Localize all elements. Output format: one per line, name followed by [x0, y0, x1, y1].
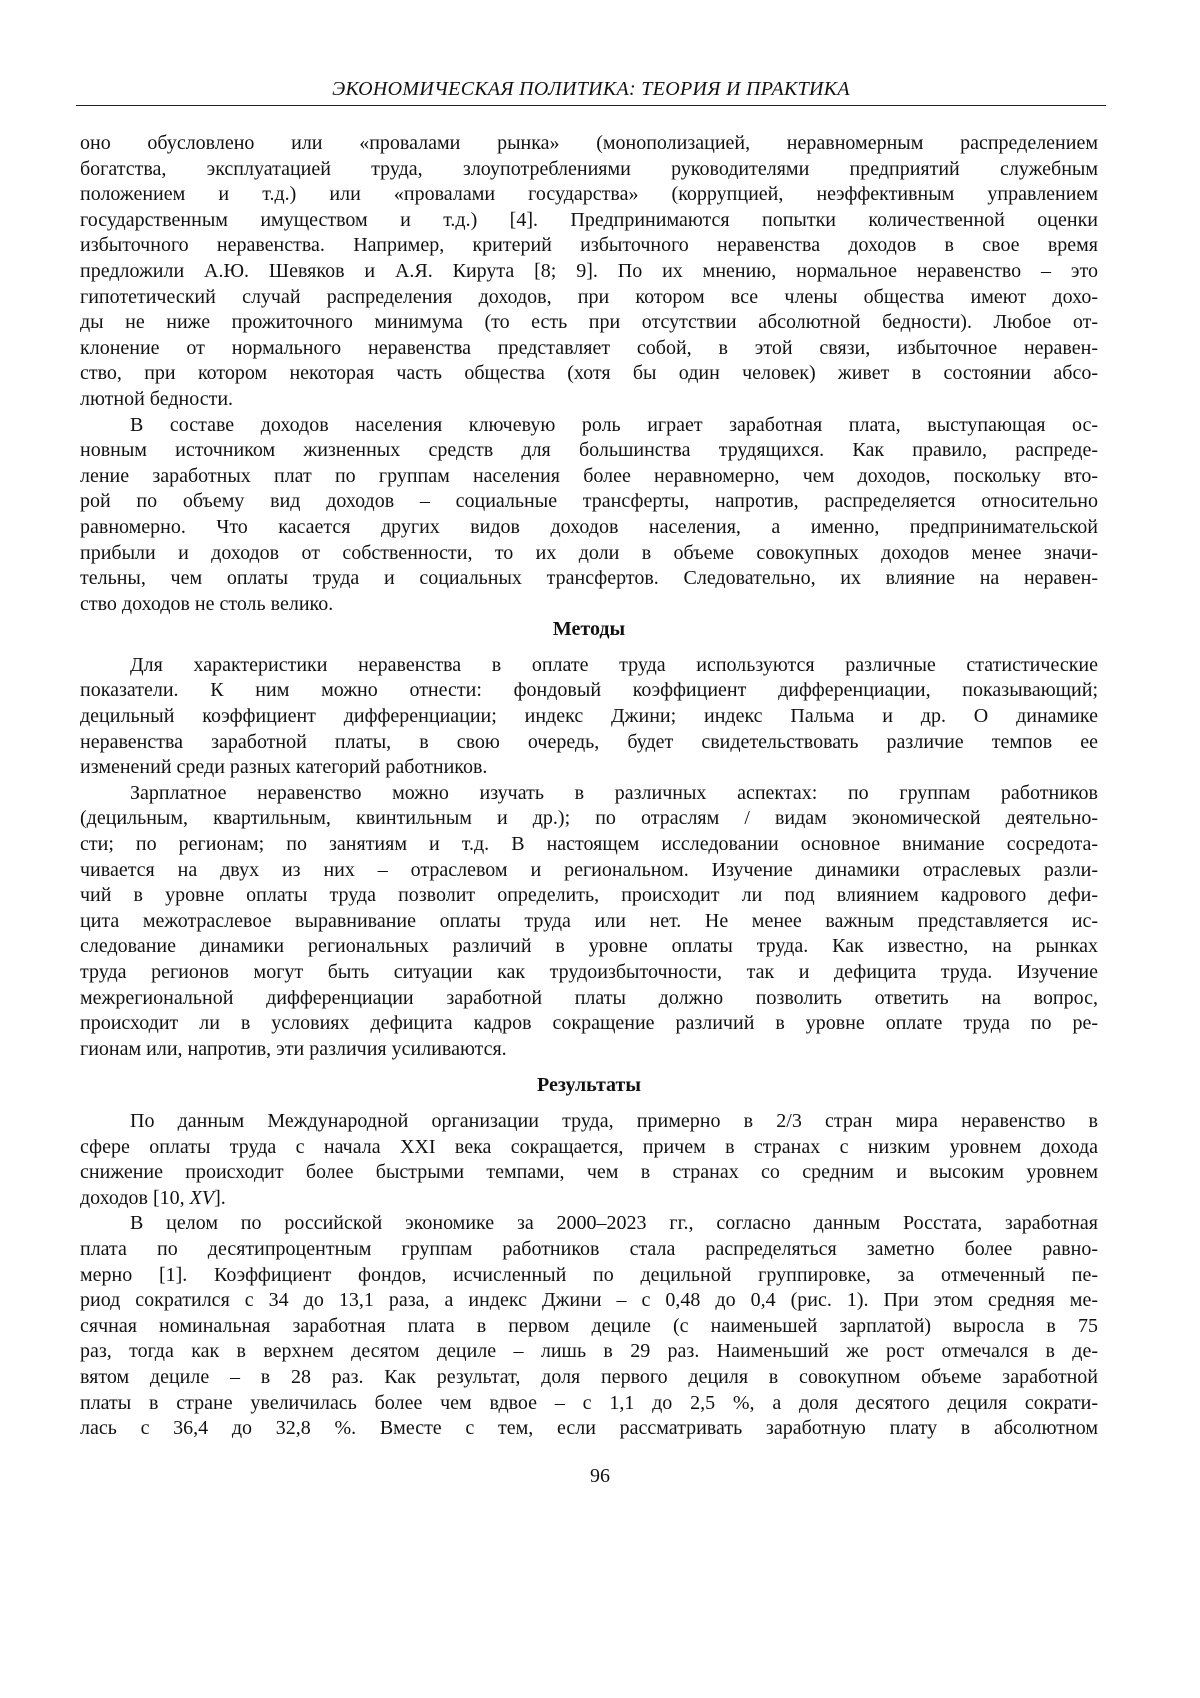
text-line: ление заработных плат по группам населения более неравномерно, чем доходов, поскольку вто- [80, 464, 1098, 487]
text-line: изменений среди разных категорий работников. [80, 756, 488, 779]
paragraph [80, 781, 1098, 1063]
text-line: риод сократился с 34 до 13,1 раза, а индекс Джини – с 0,48 до 0,4 (рис. 1). При этом средняя ме- [80, 1289, 1098, 1312]
text-line: платы в стране увеличилась более чем вдвое – с 1,1 до 2,5 %, а доля десятого дециля сократи- [80, 1391, 1098, 1414]
text-line: цита межотраслевое выравнивание оплаты труда или нет. Не менее важным представляется ис- [80, 909, 1098, 932]
text-line: лась с 36,4 до 32,8 %. Вместе с тем, если рассматривать заработную плату в абсолютном [80, 1417, 1098, 1440]
section-heading: Результаты [537, 1074, 641, 1097]
text-line: сти; по регионам; по занятиям и т.д. В настоящем исследовании основное внимание сосредота- [80, 833, 1098, 856]
text-line: прибыли и доходов от собственности, то их доли в объеме совокупных доходов менее значи- [80, 541, 1098, 564]
text-line: лютной бедности. [80, 387, 234, 410]
text-line: рой по объему вид доходов – социальные трансферты, напротив, распределяется относительно [80, 490, 1098, 513]
text-line: клонение от нормального неравенства представляет собой, в этой связи, избыточное неравен- [80, 336, 1098, 359]
text-line: ство, при котором некоторая часть общества (хотя бы один человек) живет в состоянии абсо- [80, 362, 1098, 385]
text-line: межрегиональной дифференциации заработной платы должно позволить ответить на вопрос, [80, 986, 1098, 1009]
text-line: децильный коэффициент дифференциации; индекс Джини; индекс Пальма и др. О динамике [80, 705, 1098, 728]
text-line: снижение происходит более быстрыми темпами, чем в странах со средним и высоким уровнем [80, 1161, 1098, 1184]
text-line: вятом дециле – в 28 раз. Как результат, доля первого дециля в совокупном объеме заработной [80, 1365, 1098, 1388]
text-line: сячная номинальная заработная плата в первом дециле (с наименьшей зарплатой) выросла в 75 [80, 1314, 1098, 1337]
text-line: тельны, чем оплаты труда и социальных трансфертов. Следовательно, их влияние на неравен- [80, 567, 1098, 590]
text-line: (децильным, квартильным, квинтильным и др.); по отраслям / видам экономической деятельно- [80, 807, 1098, 830]
text-line: гипотетический случай распределения доходов, при котором все члены общества имеют дохо- [80, 285, 1098, 308]
italic-text: XV [189, 1186, 215, 1209]
text-line: раз, тогда как в верхнем десятом дециле – лишь в 29 раз. Наименьший же рост отмечался в де- [80, 1340, 1098, 1363]
paragraph [80, 1211, 1098, 1441]
text-line: В целом по российской экономике за 2000–2023 гг., согласно данным Росстата, заработная [130, 1212, 1098, 1235]
text-line: плата по десятипроцентным группам работников стала распределяться заметно более равно- [80, 1237, 1098, 1260]
text-line: показатели. К ним можно отнести: фондовый коэффициент дифференциации, показывающий; [80, 679, 1098, 702]
text-line: богатства, эксплуатацией труда, злоупотреблениями руководителями предприятий служебным [80, 157, 1098, 180]
text-line: Для характеристики неравенства в оплате труда используются различные статистические [130, 653, 1098, 676]
text-line: Зарплатное неравенство можно изучать в различных аспектах: по группам работников [130, 781, 1098, 804]
text-fragment: ]. [214, 1186, 226, 1209]
header-rule [76, 105, 1106, 106]
paragraph [80, 131, 1098, 413]
text-line: оно обусловлено или «провалами рынка» (монополизацией, неравномерным распределением [80, 132, 1098, 154]
text-line: мерно [1]. Коэффициент фондов, исчисленный по децильной группировке, за отмеченный пе- [80, 1263, 1098, 1286]
paragraph [80, 653, 1098, 781]
text-line: происходит ли в условиях дефицита кадров сокращение различий в уровне оплате труда по ре- [80, 1012, 1098, 1035]
text-line: сферe оплаты труда с начала XXI века сокращается, причем в странах с низким уровнем дохода [80, 1135, 1098, 1158]
paragraph [80, 1109, 1098, 1211]
article-body [80, 131, 1098, 1442]
section-heading: Методы [552, 618, 626, 641]
text-line: гионам или, напротив, эти различия усиливаются. [80, 1037, 507, 1060]
text-line: неравенства заработной платы, в свою очередь, будет свидетельствовать различие темпов ее [80, 730, 1098, 753]
text-line: новным источником жизненных средств для большинства трудящихся. Как правило, распреде- [80, 439, 1098, 462]
text-line: ство доходов не столь велико. [80, 592, 334, 615]
text-line: положением и т.д.) или «провалами государства» (коррупцией, неэффективным управлением [80, 183, 1098, 206]
text-line: государственным имуществом и т.д.) [4]. Предпринимаются попытки количественной оценки [80, 208, 1098, 231]
text-line: чий в уровне оплаты труда позволит определить, происходит ли под влиянием кадрового дефи- [80, 884, 1098, 907]
text-line: В составе доходов населения ключевую роль играет заработная плата, выступающая ос- [130, 413, 1098, 436]
page-number: 96 [590, 1465, 610, 1487]
text-line: труда регионов могут быть ситуации как трудоизбыточности, так и дефицита труда. Изучение [80, 961, 1098, 983]
text-line: чивается на двух из них – отраслевом и региональном. Изучение динамики отраслевых разли- [80, 858, 1098, 881]
text-line: равномерно. Что касается других видов доходов населения, а именно, предпринимательской [80, 515, 1098, 538]
text-line: следование динамики региональных различий в уровне оплаты труда. Как известно, на рынках [80, 935, 1098, 958]
paragraph [80, 413, 1098, 618]
text-line: предложили А.Ю. Шевяков и А.Я. Кирута [8; 9]. По их мнению, нормальное неравенство – это [80, 259, 1098, 282]
text-line: По данным Международной организации труда, примерно в 2/3 стран мира неравенство в [130, 1109, 1098, 1132]
running-header: ЭКОНОМИЧЕСКАЯ ПОЛИТИКА: ТЕОРИЯ И ПРАКТИКА [332, 78, 850, 100]
text-line [80, 1186, 1098, 1212]
text-fragment: доходов [10, [80, 1186, 190, 1209]
text-line: ды не ниже прожиточного минимума (то есть при отсутствии абсолютной бедности). Любое от- [80, 311, 1098, 334]
text-line: избыточного неравенства. Например, критерий избыточного неравенства доходов в свое время [80, 234, 1098, 257]
